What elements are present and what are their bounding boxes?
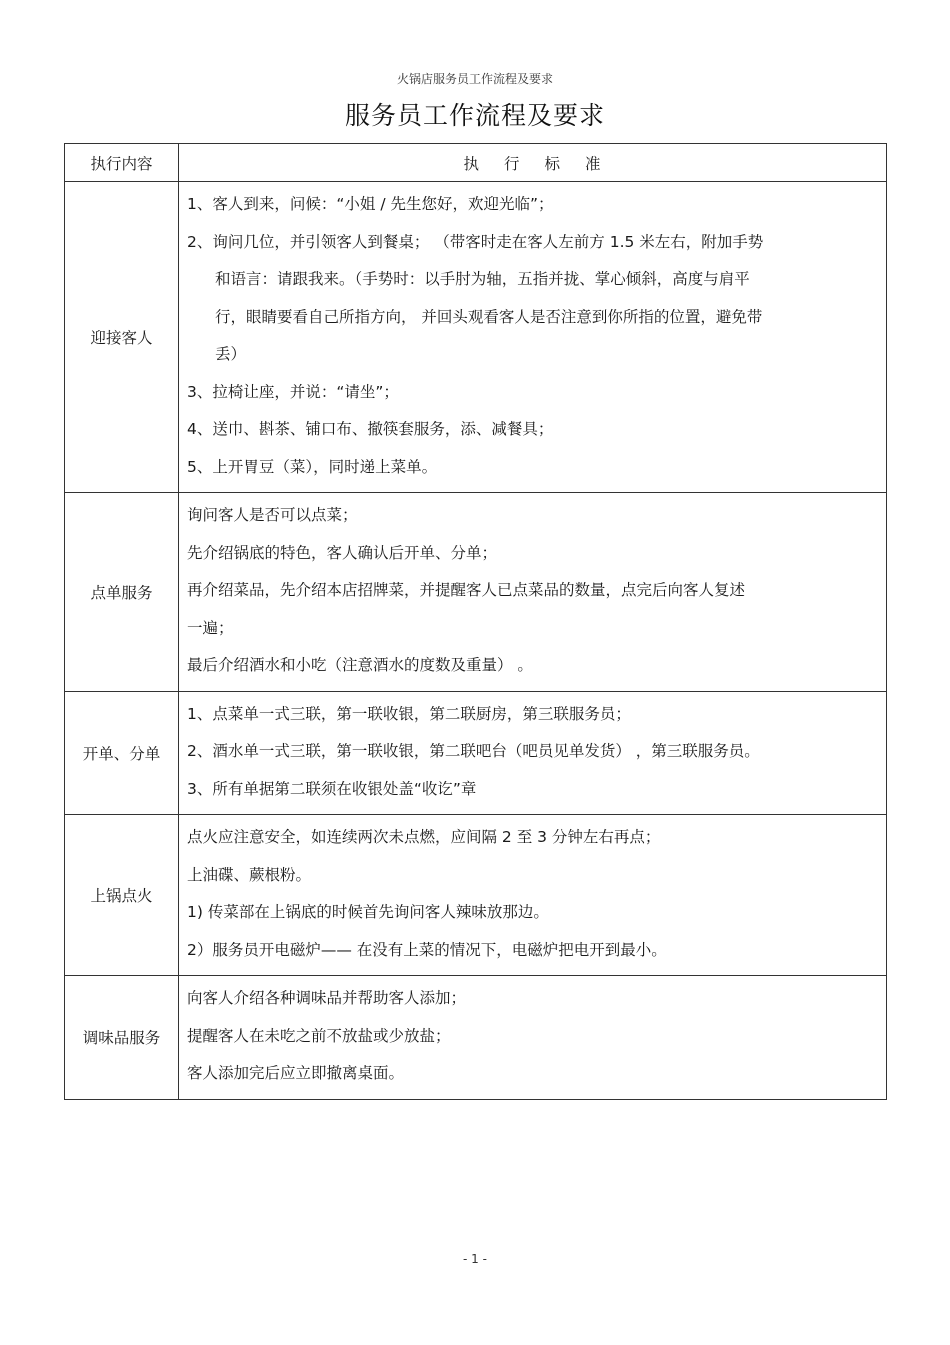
content-line: 再介绍菜品，先介绍本店招牌菜，并提醒客人已点菜品的数量，点完后向客人复述 bbox=[187, 581, 746, 599]
procedure-table bbox=[64, 143, 887, 1100]
content-line: 4、送巾、斟茶、铺口布、撤筷套服务，添、减餐具； bbox=[187, 420, 554, 438]
content-line: 和语言：请跟我来。（手势时：以手肘为轴，五指并拢、掌心倾斜，高度与肩平 bbox=[215, 270, 750, 288]
row-label: 迎接客人 bbox=[65, 182, 179, 493]
table-row bbox=[65, 691, 887, 815]
row-content bbox=[179, 691, 887, 815]
row-content bbox=[179, 493, 887, 692]
content-line: 1、点菜单一式三联，第一联收银，第二联厨房，第三联服务员； bbox=[187, 704, 631, 723]
content-line: 点火应注意安全，如连续两次未点燃，应间隔 2 至 3 分钟左右再点； bbox=[187, 828, 661, 846]
content-line: 2）服务员开电磁炉—— 在没有上菜的情况下，电磁炉把电开到最小。 bbox=[187, 940, 667, 959]
content-line: 丢） bbox=[215, 345, 247, 363]
header-execution-standard: 执行标准 bbox=[179, 144, 887, 182]
content-line: 1) 传菜部在上锅底的时候首先询问客人辣味放那边。 bbox=[187, 903, 549, 921]
row-content bbox=[179, 976, 887, 1100]
content-line: 询问客人是否可以点菜； bbox=[187, 506, 358, 524]
content-line: 提醒客人在未吃之前不放盐或少放盐； bbox=[187, 1026, 451, 1045]
content-line: 行，眼睛要看自己所指方向， 并回头观看客人是否注意到你所指的位置，避免带 bbox=[215, 307, 763, 326]
row-content bbox=[179, 815, 887, 976]
content-line: 1、客人到来，问候：“小姐 / 先生您好，欢迎光临”； bbox=[187, 195, 554, 213]
content-line: 上油碟、蕨根粉。 bbox=[187, 865, 312, 884]
running-header: 火锅店服务员工作流程及要求 bbox=[396, 72, 553, 86]
content-line: 3、拉椅让座，并说：“请坐”； bbox=[187, 382, 399, 401]
row-content bbox=[179, 182, 887, 493]
table-row bbox=[65, 976, 887, 1100]
content-line: 先介绍锅底的特色，客人确认后开单、分单； bbox=[187, 543, 498, 562]
document-title: 服务员工作流程及要求 bbox=[344, 101, 605, 130]
content-line: 最后介绍酒水和小吃（注意酒水的度数及重量） 。 bbox=[187, 656, 533, 674]
row-label: 调味品服务 bbox=[65, 976, 179, 1100]
table-header-row bbox=[65, 144, 887, 182]
table-row bbox=[65, 182, 887, 493]
table-row bbox=[65, 815, 887, 976]
content-line: 向客人介绍各种调味品并帮助客人添加； bbox=[187, 989, 467, 1007]
row-label: 上锅点火 bbox=[65, 815, 179, 976]
content-line: 2、询问几位，并引领客人到餐桌； （带客时走在客人左前方 1.5 米左右，附加手势 bbox=[187, 232, 764, 251]
row-label: 点单服务 bbox=[65, 493, 179, 692]
header-execution-content: 执行内容 bbox=[65, 144, 179, 182]
content-line: 客人添加完后应立即撤离桌面。 bbox=[187, 1064, 405, 1082]
content-line: 3、所有单据第二联须在收银处盖“收讫”章 bbox=[187, 779, 477, 798]
content-line: 5、上开胃豆（菜），同时递上菜单。 bbox=[187, 457, 438, 476]
page-number: - 1 - bbox=[463, 1252, 487, 1266]
row-label: 开单、分单 bbox=[65, 691, 179, 815]
content-line: 2、酒水单一式三联，第一联收银，第二联吧台（吧员见单发货） ，第三联服务员。 bbox=[187, 742, 760, 760]
content-line: 一遍； bbox=[187, 618, 234, 637]
table-row bbox=[65, 493, 887, 692]
